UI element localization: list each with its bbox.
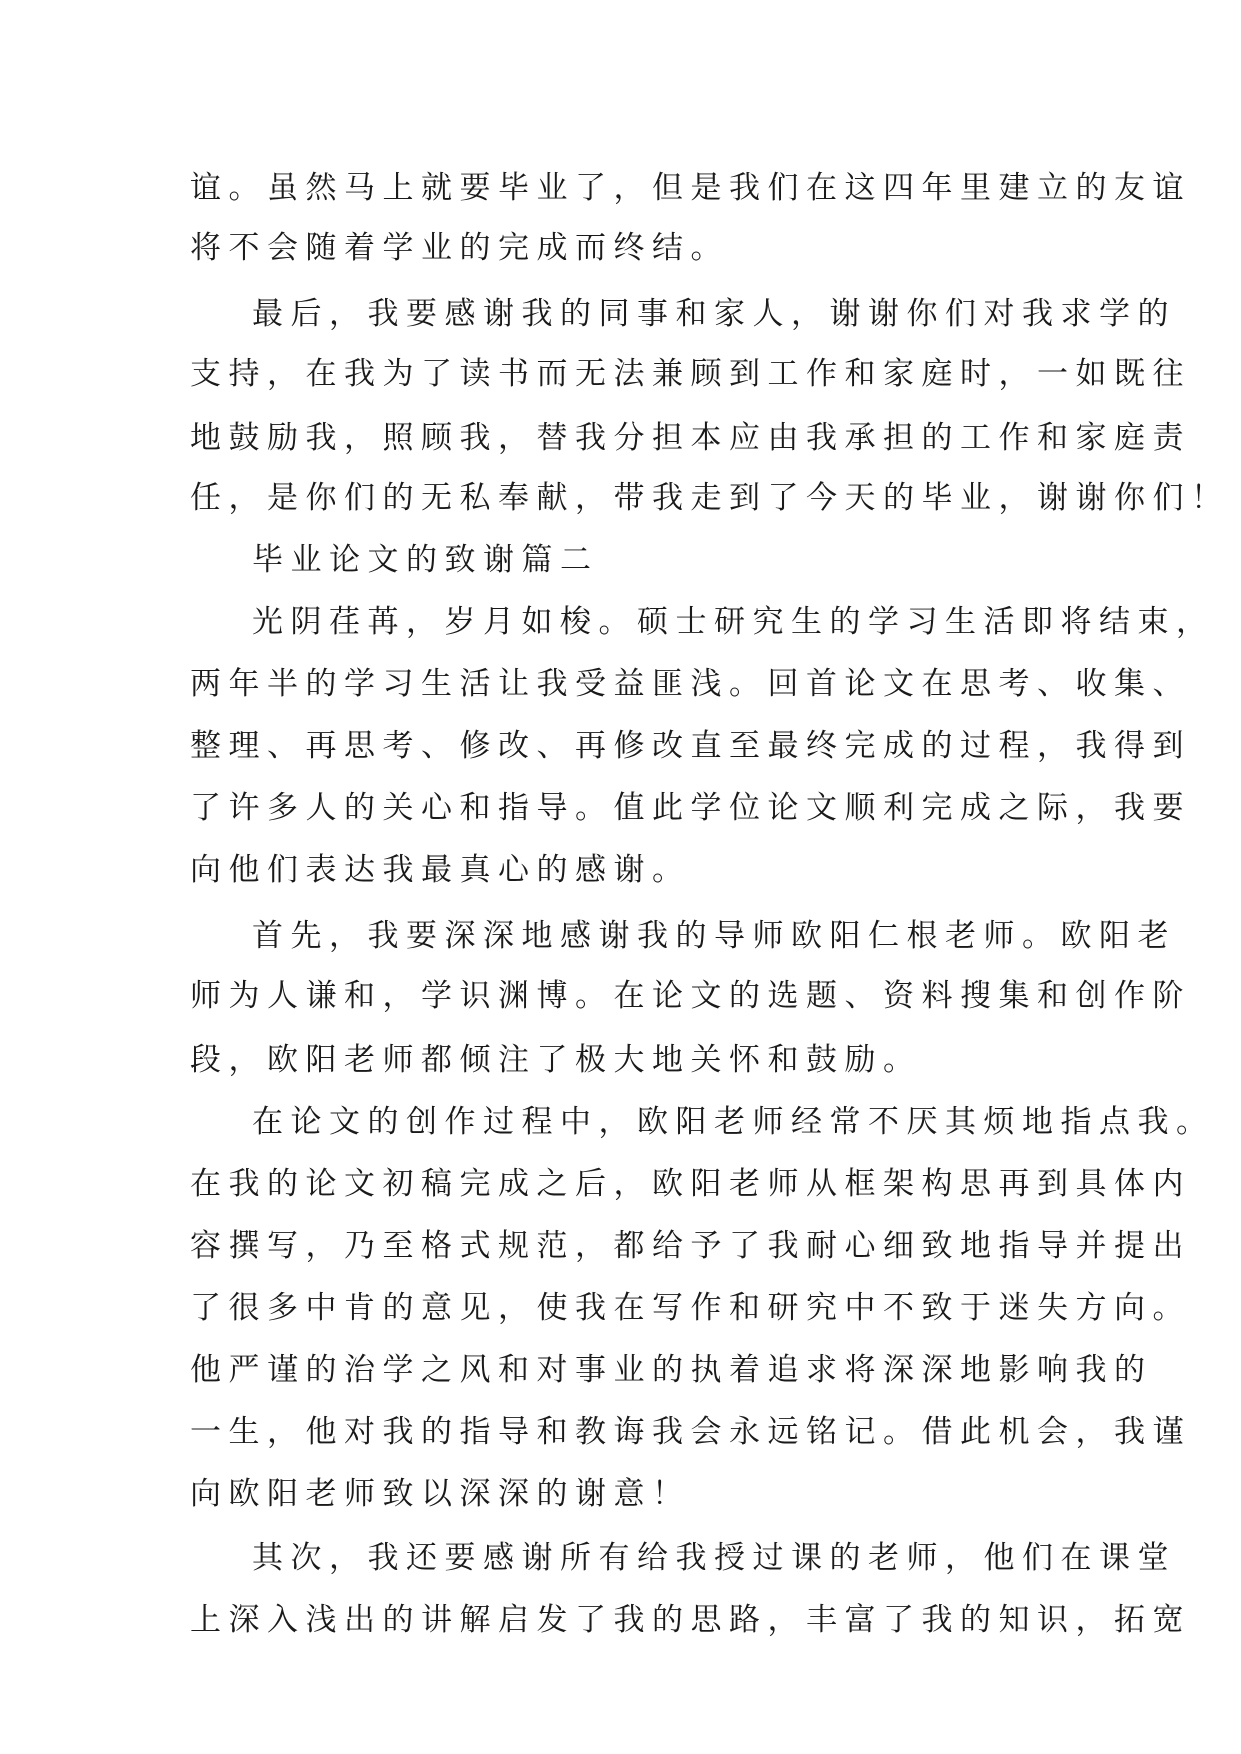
text-line: 首先，我要深深地感谢我的导师欧阳仁根老师。欧阳老 bbox=[252, 918, 1176, 954]
text-line: 地鼓励我，照顾我，替我分担本应由我承担的工作和家庭责 bbox=[190, 420, 1191, 456]
text-line: 支持，在我为了读书而无法兼顾到工作和家庭时，一如既往 bbox=[190, 356, 1191, 392]
text-line: 段，欧阳老师都倾注了极大地关怀和鼓励。 bbox=[190, 1042, 922, 1078]
text-line: 在论文的创作过程中，欧阳老师经常不厌其烦地指点我。 bbox=[252, 1104, 1215, 1140]
text-line: 一生，他对我的指导和教诲我会永远铭记。借此机会，我谨 bbox=[190, 1414, 1191, 1450]
text-line: 谊。虽然马上就要毕业了，但是我们在这四年里建立的友谊 bbox=[190, 170, 1191, 206]
text-line: 两年半的学习生活让我受益匪浅。回首论文在思考、收集、 bbox=[190, 666, 1191, 702]
text-line: 在我的论文初稿完成之后，欧阳老师从框架构思再到具体内 bbox=[190, 1166, 1191, 1202]
text-line: 了许多人的关心和指导。值此学位论文顺利完成之际，我要 bbox=[190, 790, 1191, 826]
text-line: 向欧阳老师致以深深的谢意！ bbox=[190, 1476, 691, 1512]
text-line: 任，是你们的无私奉献，带我走到了今天的毕业，谢谢你们！ bbox=[190, 480, 1230, 516]
text-line: 整理、再思考、修改、再修改直至最终完成的过程，我得到 bbox=[190, 728, 1191, 764]
text-line: 向他们表达我最真心的感谢。 bbox=[190, 852, 691, 888]
text-line: 光阴荏苒，岁月如梭。硕士研究生的学习生活即将结束， bbox=[252, 604, 1215, 640]
text-line: 上深入浅出的讲解启发了我的思路，丰富了我的知识，拓宽 bbox=[190, 1602, 1191, 1638]
text-line: 了很多中肯的意见，使我在写作和研究中不致于迷失方向。 bbox=[190, 1290, 1191, 1326]
text-line: 将不会随着学业的完成而终结。 bbox=[190, 230, 729, 266]
text-line: 师为人谦和，学识渊博。在论文的选题、资料搜集和创作阶 bbox=[190, 978, 1191, 1014]
text-line: 容撰写，乃至格式规范，都给予了我耐心细致地指导并提出 bbox=[190, 1228, 1191, 1264]
text-line: 其次，我还要感谢所有给我授过课的老师，他们在课堂 bbox=[252, 1540, 1176, 1576]
text-line: 他严谨的治学之风和对事业的执着追求将深深地影响我的 bbox=[190, 1352, 1153, 1388]
section-heading: 毕业论文的致谢篇二 bbox=[252, 542, 599, 578]
text-line: 最后，我要感谢我的同事和家人，谢谢你们对我求学的 bbox=[252, 296, 1176, 332]
